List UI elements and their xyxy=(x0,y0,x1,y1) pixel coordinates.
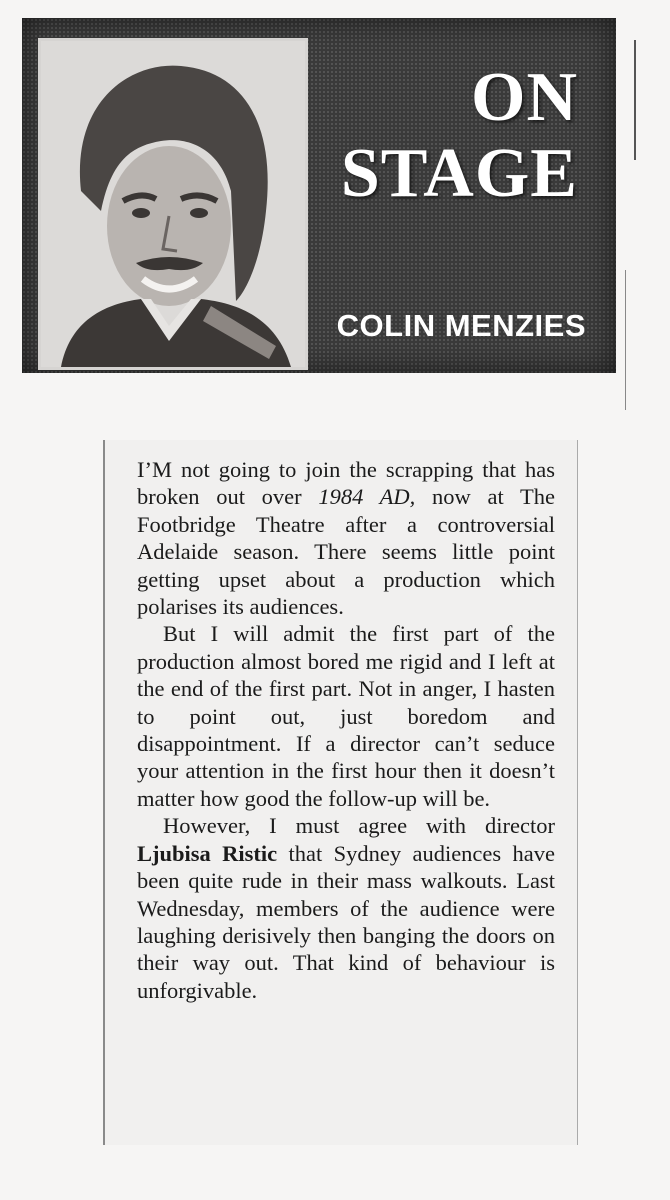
play-title: 1984 AD, xyxy=(318,484,416,510)
paragraph-2: But I will admit the first part of the production almost bored me rigid and I left at the end of the first part. Not in anger, I hasten to point out, just boredom and disappointment. If a director can’t seduce your attention in the first hour then it doesn’t matter how good the follow-up will be. xyxy=(137,621,555,811)
title-on: ON xyxy=(471,59,578,136)
p3-text-b: that Sydney audiences have been quite rude in their mass walkouts. Last Wednesday, members of the audience were laughing derisively then banging the doors on their way out. That kind of behaviour is unforgivable. xyxy=(137,840,555,1003)
column-header xyxy=(22,18,616,373)
article-column xyxy=(103,440,578,1145)
director-name: Ljubisa Ristic xyxy=(137,840,278,866)
portrait-image xyxy=(41,41,305,367)
page-edge-line xyxy=(634,40,636,160)
p1-text-a: I’M not going to join the scrapping that has broken out over xyxy=(137,457,555,510)
paragraph-1 xyxy=(137,456,555,620)
columnist-photo xyxy=(38,38,308,370)
paragraph-3 xyxy=(137,812,555,1004)
column-title xyxy=(341,60,578,212)
article-body xyxy=(137,456,555,1004)
columnist-byline: COLIN MENZIES xyxy=(336,308,586,343)
title-stage: STAGE xyxy=(340,135,578,212)
page-edge-line xyxy=(625,270,626,410)
p3-text-a: However, I must agree with director xyxy=(163,813,555,839)
p1-text-b: now at The Footbridge Theatre after a controversial Adelaide season. There seems little point getting upset about a production which polarises its audiences. xyxy=(137,484,556,620)
